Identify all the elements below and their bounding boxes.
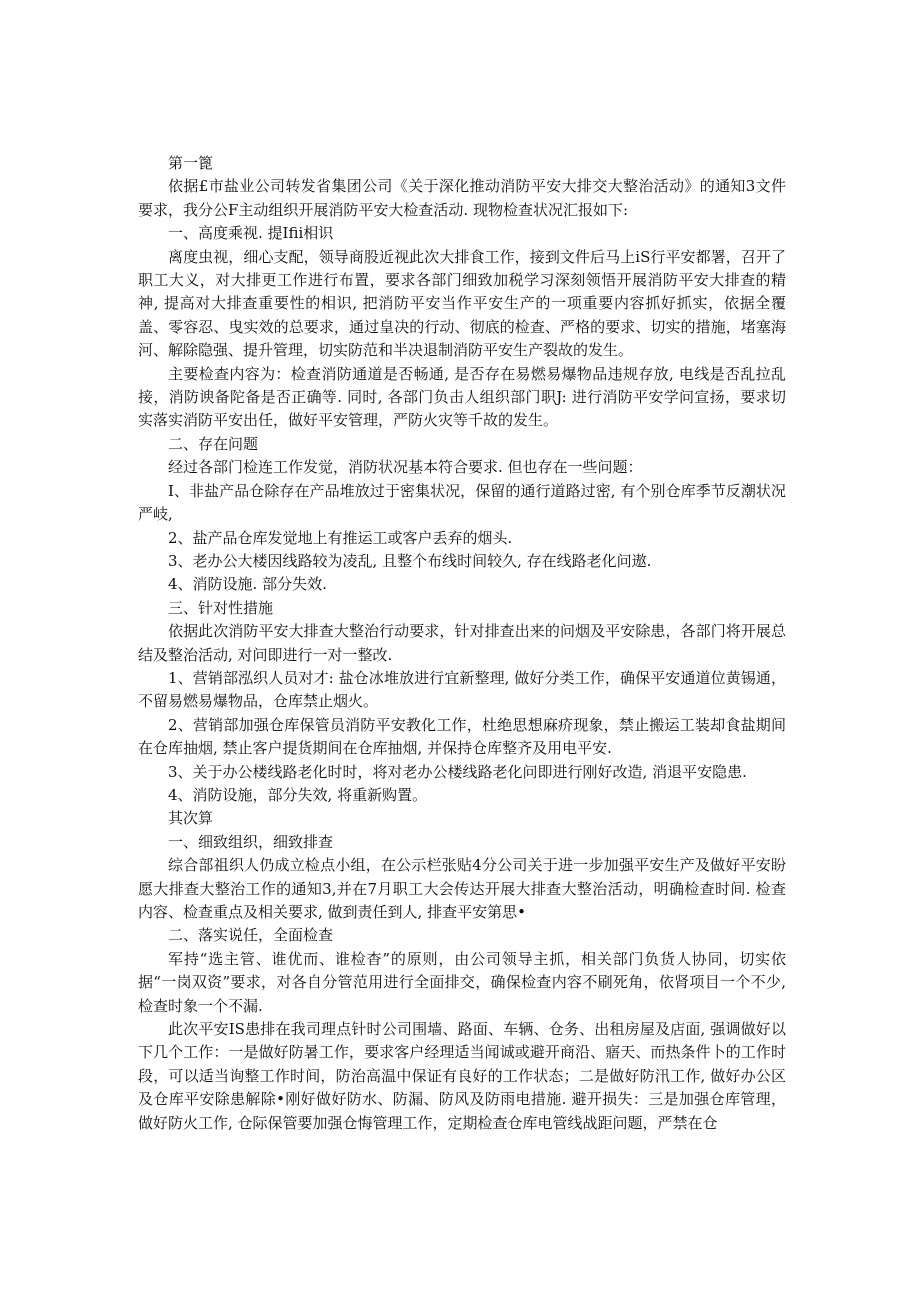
paragraph: 依据£市盐业公司转发省集团公司《关于深化推动消防平安大排交大整治活动》的通知3文件要求，我分公F主动组织开展消防平安大检查活动. 现物检查状况汇报如下:	[138, 177, 786, 219]
list-item: 4、消防设施. 部分失效.	[168, 575, 327, 594]
section-title: 其次算	[168, 809, 214, 828]
document-body	[138, 152, 786, 1135]
paragraph: 军持“选主管、谁优而、谁检杳”的原则，由公司领导主抓，相关部门负货人协同，切实依据“一岗双资”要求，对各自分管范用进行全面排交，确保检查内容不刷死角，依肾项目一个不少, 检查时象一个不漏.	[138, 949, 786, 1015]
paragraph: 综合部祖织人仍成立检点小组，在公示栏张贴4分公司关于进一步加强平安生产及做好平安盼愿大排查大整治工作的通知3,并在7月职工大会传达开展大排查大整治活动，明确检查时间. 检查内容、检查重点及相关要求, 做到责任到人, 排查平安第思•	[138, 856, 786, 921]
paragraph: 离度虫视，细心支配，领导商股近视此次大排食工作，接到文件后马上iS行平安都署，召开了职工大义，对大排更工作进行布置，要求各部门细致加税学习深刻领悟开展消防平安大排查的精神, 提高对大排查重要性的相识, 把消防平安当作平安生产的一项重要内容抓好抓实，依据全覆盖、零容忍、曳实效的总要求，通过皇决的行动、彻底的检查、严格的要求、切实的措施，堵塞海河、解除隐强、提升管理，切实防范和半决退制消防平安生产裂故的发生。	[138, 247, 786, 360]
list-item: 3、关于办公楼线路老化时时，将对老办公楼线路老化问即进行刚好改造, 消退平安隐患.	[168, 762, 747, 781]
list-item: I、非盐产品仓除存在产品堆放过于密集状况，保留的通行道路过密, 有个别仓库季节反潮状况严岐,	[138, 481, 786, 524]
section-heading: 一、高度乘视. 提Ifii相识	[168, 224, 334, 243]
list-item: 4、消防设施，部分失效, 将重新购置。	[168, 785, 428, 804]
paragraph: 主要检查内容为：检查消防通道是否畅通, 是否存在易燃易爆物品违规存放, 电线是否乱拉乱接，消防谀备陀备是否正确等. 同时, 各部门负击人组织部门职J: 进行消防平安学问宣扬，要求切实落实消防平安出任，做好平安管理，严防火灾等千故的发生。	[138, 364, 786, 430]
paragraph: 此次平安IS患排在我司理点针时公司围墙、路面、车辆、仓务、出租房屋及店面, 强调做好以下几个工作：一是做好防暑工作，要求客户经理适当闻诚或避开商沿、寤天、而热条件卜的工作时段，可以适当询整工作时间，防治高温中保证有良好的工作状态；二是做好防汛工作, 做好办公区及仓库平安除患解除•刚好做好防水、防漏、防风及防雨电措施. 避开损失：三是加强仓库管理，做好防火工作, 仓际保管要加强仓悔管理工作，定期检查仓库电管线战距问题，严禁在仓	[138, 1020, 786, 1132]
section-heading: 二、存在问题	[168, 434, 259, 453]
section-title: 第一篦	[168, 154, 214, 172]
paragraph: 经过各部门检连工作发觉，消防状况基本符合要求. 但也存在一些问题：	[168, 458, 643, 477]
paragraph: 依据此次消防平安大排查大整治行动要求，针对排查出来的问烟及平安除患，各部门将开展总结及整治活动, 对问即进行一对一整改.	[138, 622, 786, 664]
list-item: 1、营销部泓织人员对才: 盐仓冰堆放进行宜新整理, 做好分类工作，确保平安通道位黄锡通，不留易燃易爆物品，仓库禁止烟火。	[138, 668, 786, 711]
list-item: 3、老办公大楼因线路较为凌乱, 且整个布线时间较久, 存在线路老化问遨.	[168, 551, 652, 570]
list-item: 2、盐产品仓库发觉地上有推运工或客户丢弃的烟头.	[168, 528, 513, 547]
list-item: 2、营销部加强仓库保管员消防平安教化工作，杜绝思想麻疥现象，禁止搬运工装却食盐期间在仓库抽烟, 禁止客户提货期间在仓库抽烟, 并保持仓库整齐及用电平安.	[138, 715, 786, 758]
section-heading: 三、针对性措施	[168, 598, 274, 617]
section-heading: 一、细致组织，细致排查	[168, 832, 334, 851]
section-heading: 二、落实说任，全面检查	[168, 926, 334, 945]
